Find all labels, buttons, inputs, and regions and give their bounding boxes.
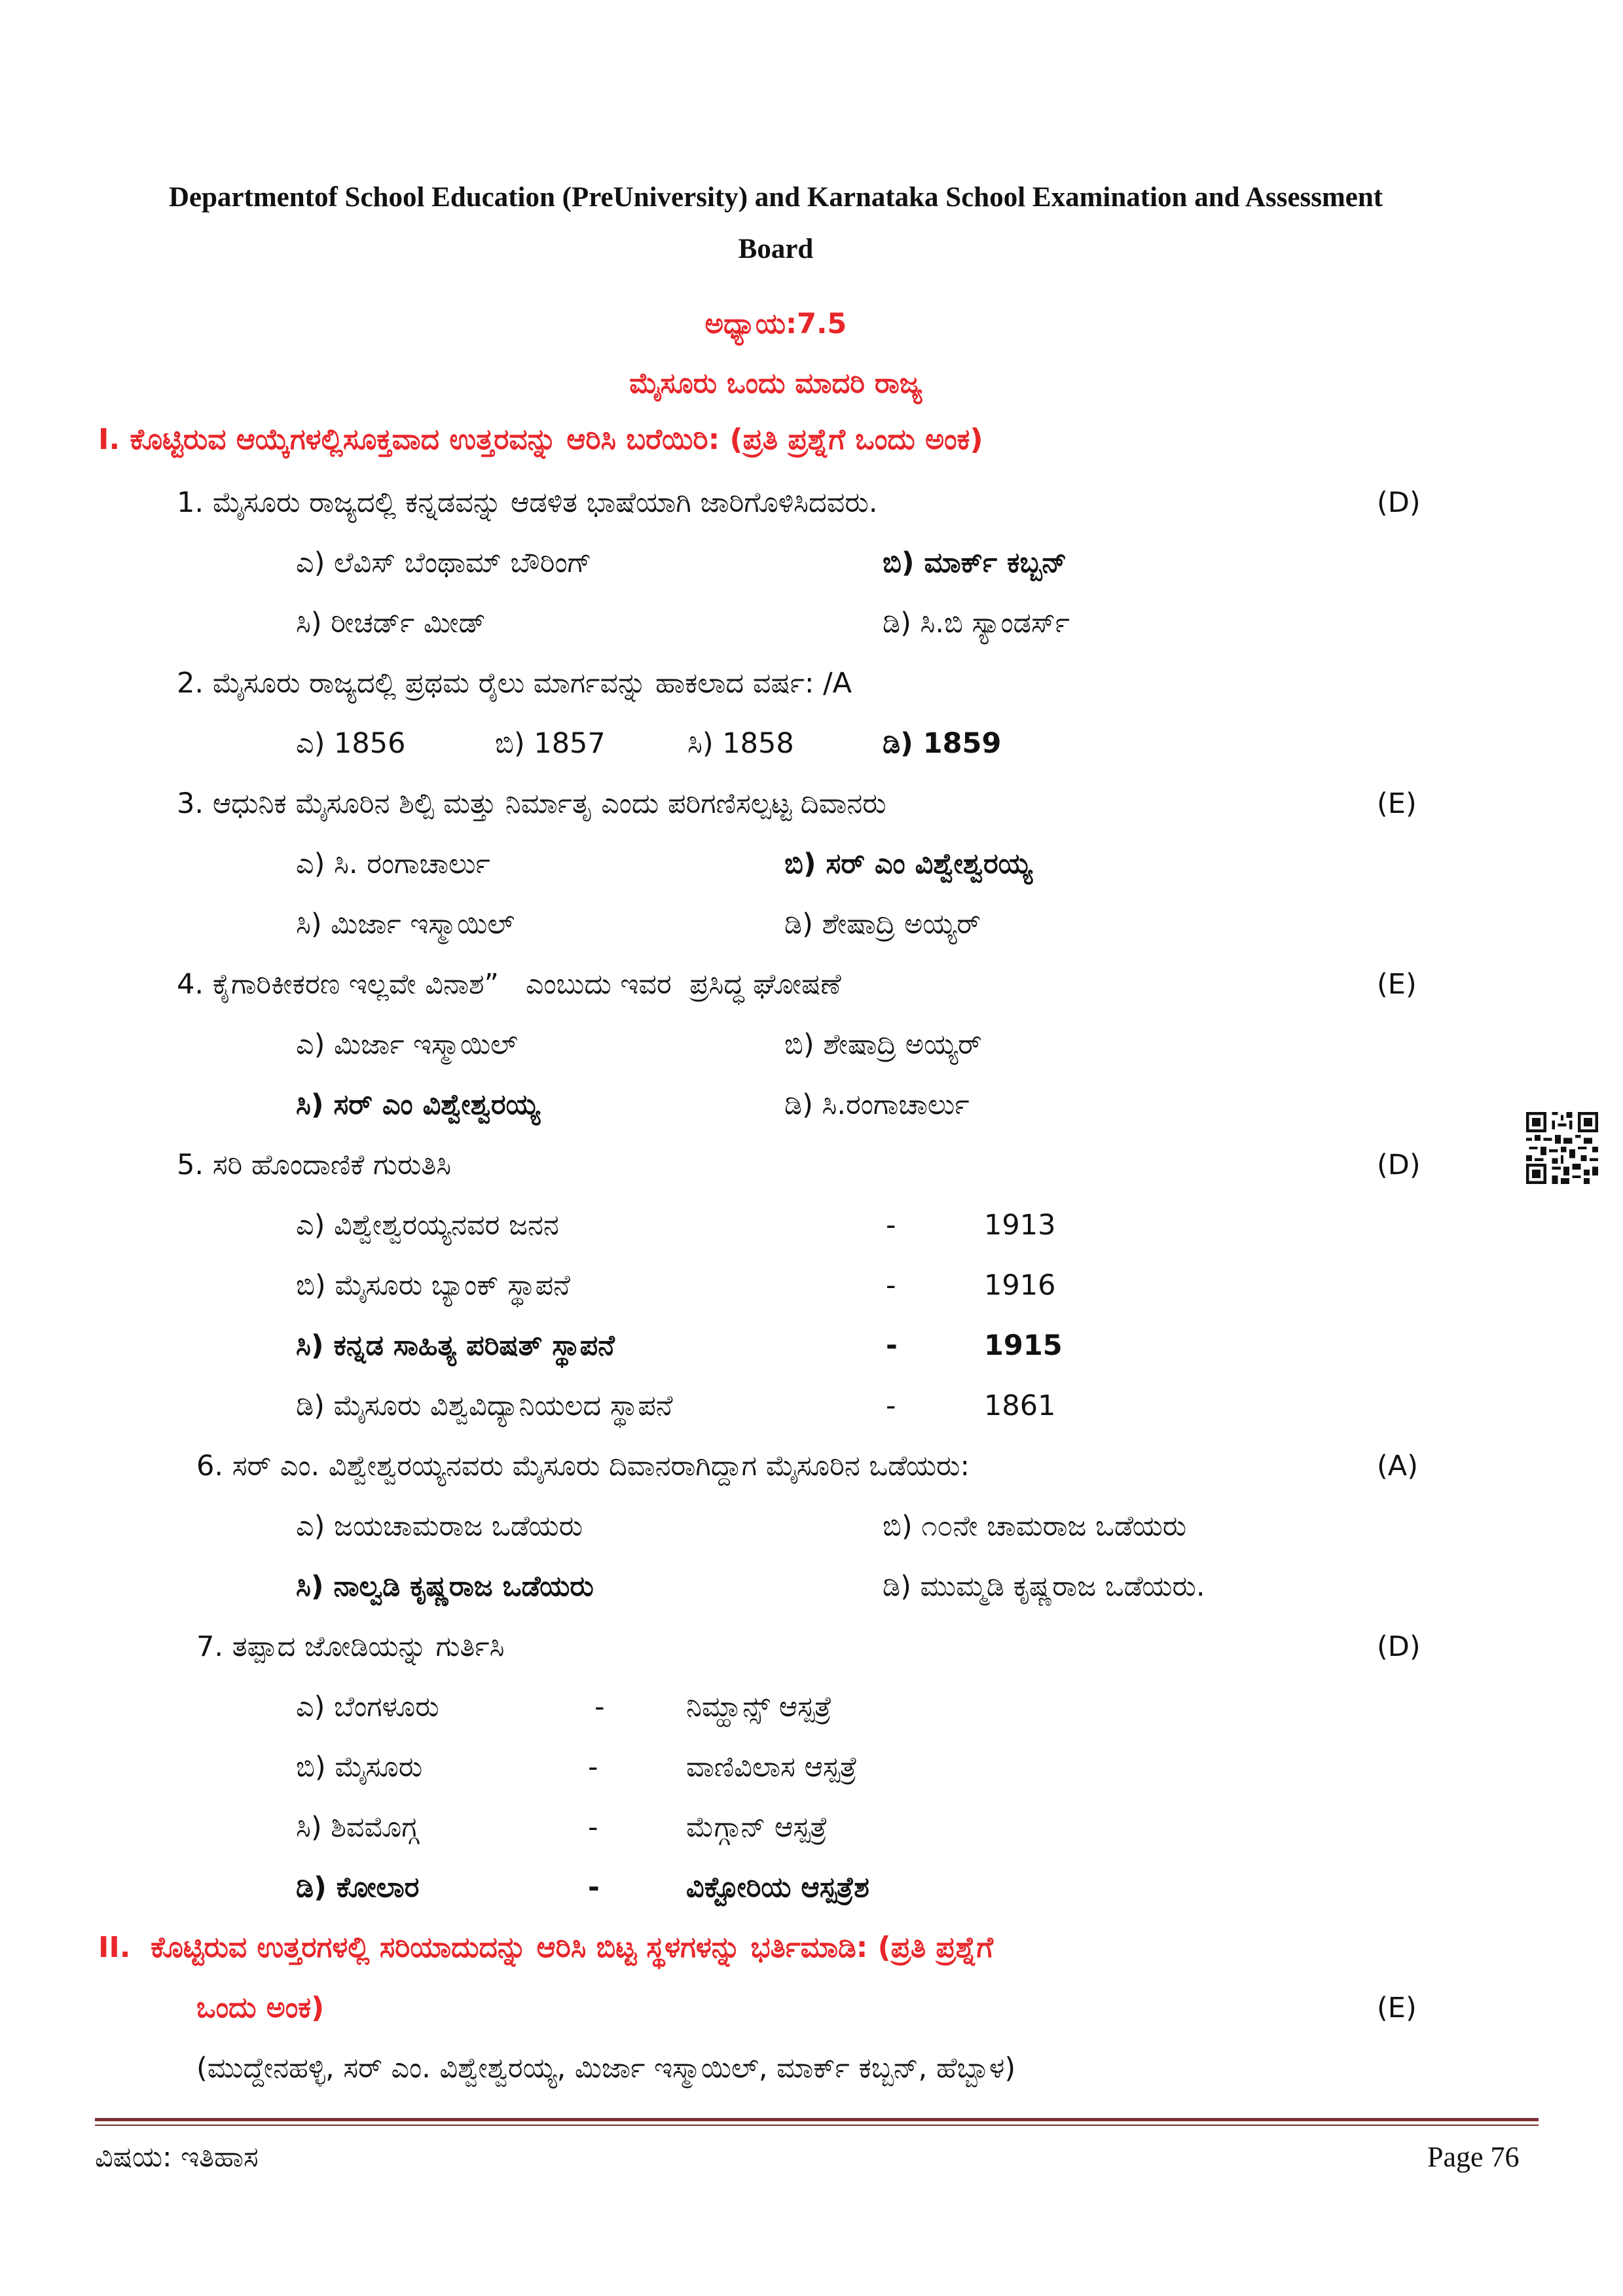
q5-row-a-dash: - [886, 1209, 896, 1242]
q7-level: (D) [1377, 1630, 1421, 1663]
q2-option-d-answer: ಡಿ) 1859 [883, 727, 1002, 760]
question-5: 5. ಸರಿ ಹೊಂದಾಣಿಕೆ ಗುರುತಿಸಿ [177, 1149, 452, 1181]
q4-option-d: ಡಿ) ಸಿ.ರಂಗಾಚಾರ್ಲು [784, 1088, 970, 1121]
header-line-1: Departmentof School Education (PreUniversity) and Karnataka School Examination and Assessment [168, 182, 1383, 213]
q5-row-d-year: 1861 [984, 1390, 1056, 1422]
footer-page-number: Page 76 [1427, 2141, 1520, 2173]
q7-row-c-place: ಸಿ) ಶಿವಮೊಗ್ಗ [296, 1811, 418, 1844]
q3-option-b-answer: ಬಿ) ಸರ್ ಎಂ ವಿಶ್ವೇಶ್ವರಯ್ಯ [784, 848, 1032, 880]
q5-row-b-year: 1916 [984, 1269, 1056, 1302]
q5-row-c-label-answer: ಸಿ) ಕನ್ನಡ ಸಾಹಿತ್ಯ ಪರಿಷತ್ ಸ್ಥಾಪನೆ [296, 1329, 615, 1362]
q7-row-b-hospital: ವಾಣಿವಿಲಾಸ ಆಸ್ಪತ್ರೆ [686, 1751, 858, 1784]
question-2: 2. ಮೈಸೂರು ರಾಜ್ಯದಲ್ಲಿ ಪ್ರಥಮ ರೈಲು ಮಾರ್ಗವನ್ನು ಹಾಕಲಾದ ವರ್ಷ: /A [177, 667, 852, 700]
section-2-options: (ಮುದ್ದೇನಹಳ್ಳಿ, ಸರ್ ಎಂ. ವಿಶ್ವೇಶ್ವರಯ್ಯ, ಮಿರ್ಜಾ ಇಸ್ಮಾಯಿಲ್, ಮಾರ್ಕ್ ಕಬ್ಬನ್, ಹೆಬ್ಬಾಳ) [196, 2052, 1016, 2085]
q7-row-b-place: ಬಿ) ಮೈಸೂರು [296, 1751, 423, 1784]
q1-option-b-answer: ಬಿ) ಮಾರ್ಕ್ ಕಬ್ಬನ್ [883, 547, 1067, 579]
q7-row-a-hospital: ನಿಮ್ಹಾನ್ಸ್ ಆಸ್ಪತ್ರೆ [686, 1691, 832, 1723]
section-1-heading: I. ಕೊಟ್ಟಿರುವ ಆಯ್ಕೆಗಳಲ್ಲಿಸೂಕ್ತವಾದ ಉತ್ತರವನ್ನು ಆರಿಸಿ ಬರೆಯಿರಿ: (ಪ್ರತಿ ಪ್ರಶ್ನೆಗೆ ಒಂದು ಅಂಕ) [98, 423, 983, 456]
q1-option-a: ಎ) ಲೆವಿಸ್ ಬೆಂಥಾಮ್ ಬೌರಿಂಗ್ [296, 547, 592, 579]
q5-row-b-label: ಬಿ) ಮೈಸೂರು ಬ್ಯಾಂಕ್ ಸ್ಥಾಪನೆ [296, 1269, 570, 1302]
q2-option-a: ಎ) 1856 [296, 727, 406, 760]
q5-row-c-year-answer: 1915 [984, 1329, 1063, 1362]
question-6: 6. ಸರ್ ಎಂ. ವಿಶ್ವೇಶ್ವರಯ್ಯನವರು ಮೈಸೂರು ದಿವಾನರಾಗಿದ್ದಾಗ ಮೈಸೂರಿನ ಒಡೆಯರು: [196, 1450, 970, 1482]
q7-row-b-dash: - [588, 1751, 598, 1784]
question-1: 1. ಮೈಸೂರು ರಾಜ್ಯದಲ್ಲಿ ಕನ್ನಡವನ್ನು ಆಡಳಿತ ಭಾಷೆಯಾಗಿ ಜಾರಿಗೊಳಿಸಿದವರು. [177, 486, 878, 519]
q4-option-b: ಬಿ) ಶೇಷಾದ್ರಿ ಅಯ್ಯರ್ [784, 1028, 982, 1061]
q7-row-a-dash: - [594, 1691, 605, 1723]
q7-row-d-dash: - [588, 1871, 600, 1904]
chapter-number: ಅಧ್ಯಾಯ:7.5 [704, 308, 847, 340]
q2-option-b: ಬಿ) 1857 [495, 727, 606, 760]
q5-row-d-label: ಡಿ) ಮೈಸೂರು ವಿಶ್ವವಿದ್ಯಾನಿಯಲದ ಸ್ಥಾಪನೆ [296, 1390, 673, 1422]
q2-option-c: ಸಿ) 1858 [687, 727, 794, 760]
q7-row-a-place: ಎ) ಬೆಂಗಳೂರು [296, 1691, 439, 1723]
q3-option-c: ಸಿ) ಮಿರ್ಜಾ ಇಸ್ಮಾಯಿಲ್ [296, 908, 515, 941]
q3-option-d: ಡಿ) ಶೇಷಾದ್ರಿ ಅಯ್ಯರ್ [784, 908, 981, 941]
question-3: 3. ಆಧುನಿಕ ಮೈಸೂರಿನ ಶಿಲ್ಪಿ ಮತ್ತು ನಿರ್ಮಾತೃ ಎಂದು ಪರಿಗಣಿಸಲ್ಪಟ್ಟ ದಿವಾನರು [177, 787, 886, 820]
section-2-heading-line-2: ಒಂದು ಅಂಕ) [196, 1991, 325, 2024]
q5-level: (D) [1377, 1149, 1421, 1181]
section-2-heading-line-1: II. ಕೊಟ್ಟಿರುವ ಉತ್ತರಗಳಲ್ಲಿ ಸರಿಯಾದುದನ್ನು ಆರಿಸಿ ಬಿಟ್ಟ ಸ್ಥಳಗಳನ್ನು ಭರ್ತಿಮಾಡಿ: (ಪ್ರತಿ ಪ್ರಶ್ನೆಗೆ [98, 1931, 994, 1964]
footer-rule-thin [95, 2125, 1539, 2126]
q4-level: (E) [1377, 968, 1417, 1001]
q5-row-d-dash: - [886, 1390, 896, 1422]
q1-option-d: ಡಿ) ಸಿ.ಬಿ ಸ್ಯಾಂಡರ್ಸ್ [883, 607, 1070, 639]
question-7: 7. ತಪ್ಪಾದ ಜೋಡಿಯನ್ನು ಗುರ್ತಿಸಿ [196, 1630, 505, 1663]
q6-option-a: ಎ) ಜಯಚಾಮರಾಜ ಒಡೆಯರು [296, 1510, 583, 1543]
q6-option-d: ಡಿ) ಮುಮ್ಮಡಿ ಕೃಷ್ಣರಾಜ ಒಡೆಯರು. [883, 1570, 1205, 1603]
header-line-2: Board [738, 234, 814, 264]
q6-option-b: ಬಿ) ೧೦ನೇ ಚಾಮರಾಜ ಒಡೆಯರು [883, 1510, 1187, 1543]
q4-option-a: ಎ) ಮಿರ್ಜಾ ಇಸ್ಮಾಯಿಲ್ [296, 1028, 518, 1061]
q6-level: (A) [1377, 1450, 1418, 1482]
question-4: 4. ಕೈಗಾರಿಕೀಕರಣ ಇಲ್ಲವೇ ವಿನಾಶ” ಎಂಬುದು ಇವರ ಪ್ರಸಿದ್ಧ ಘೋಷಣೆ [177, 968, 841, 1001]
q5-row-b-dash: - [886, 1269, 896, 1302]
qr-code [1526, 1112, 1598, 1184]
q6-option-c-answer: ಸಿ) ನಾಲ್ವಡಿ ಕೃಷ್ಣರಾಜ ಒಡೆಯರು [296, 1570, 594, 1603]
q1-level: (D) [1377, 486, 1421, 519]
footer-rule-thick [95, 2118, 1539, 2121]
q5-row-c-dash: - [886, 1329, 898, 1362]
q3-option-a: ಎ) ಸಿ. ರಂಗಾಚಾರ್ಲು [296, 848, 490, 880]
chapter-title: ಮೈಸೂರು ಒಂದು ಮಾದರಿ ರಾಜ್ಯ [629, 367, 922, 400]
q7-row-c-hospital: ಮೆಗ್ಗಾನ್ ಆಸ್ಪತ್ರೆ [686, 1811, 828, 1844]
q5-row-a-label: ಎ) ವಿಶ್ವೇಶ್ವರಯ್ಯನವರ ಜನನ [296, 1209, 559, 1242]
q1-option-c: ಸಿ) ರೀಚರ್ಡ್ ಮೀಡ್ [296, 607, 486, 639]
q7-row-d-hospital-answer: ವಿಕ್ಟೋರಿಯ ಆಸ್ಪತ್ರೆಶ [686, 1871, 869, 1904]
q4-option-c-answer: ಸಿ) ಸರ್ ಎಂ ವಿಶ್ವೇಶ್ವರಯ್ಯ [296, 1088, 540, 1121]
q7-row-c-dash: - [588, 1811, 598, 1844]
q7-row-d-place-answer: ಡಿ) ಕೋಲಾರ [296, 1871, 420, 1904]
q5-row-a-year: 1913 [984, 1209, 1056, 1242]
section-2-level: (E) [1377, 1992, 1417, 2024]
footer-subject: ವಿಷಯ: ಇತಿಹಾಸ [95, 2141, 259, 2174]
q3-level: (E) [1377, 787, 1417, 820]
